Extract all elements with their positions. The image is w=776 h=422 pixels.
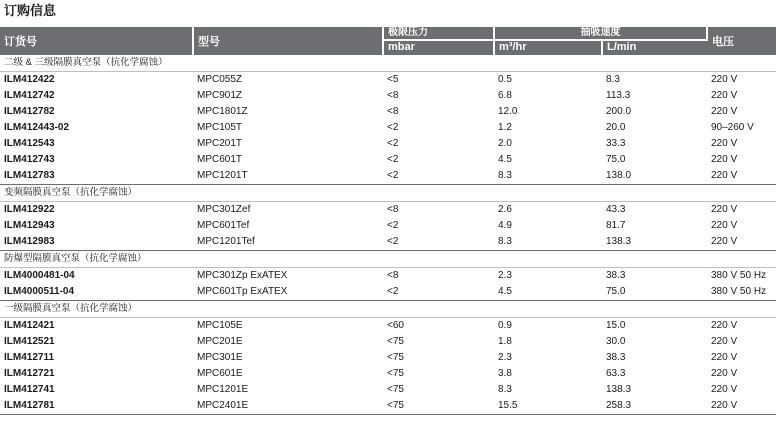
cell-model: MPC601T xyxy=(197,154,243,165)
table-row xyxy=(0,318,776,335)
cell-speed-m3hr: 2.3 xyxy=(498,352,512,363)
cell-speed-lmin: 63.3 xyxy=(606,368,626,379)
cell-pressure: <8 xyxy=(383,268,494,285)
cell-model: MPC601Tp ExATEX xyxy=(197,286,288,297)
cell-order-no: ILM412741 xyxy=(4,384,55,395)
cell-voltage: 220 V xyxy=(707,72,776,89)
cell-model: MPC901Z xyxy=(197,90,243,101)
cell-speed-lmin: 8.3 xyxy=(602,72,707,89)
cell-pressure: <75 xyxy=(387,336,404,347)
cell-speed-m3hr: 1.8 xyxy=(498,336,512,347)
table-row xyxy=(0,104,776,120)
group-row xyxy=(0,251,776,268)
cell-order-no: ILM412721 xyxy=(4,368,55,379)
cell-speed-lmin: 113.3 xyxy=(606,90,631,101)
table-row xyxy=(0,120,776,136)
cell-voltage: 220 V xyxy=(711,90,738,101)
cell-model: MPC105T xyxy=(197,122,243,133)
table-row xyxy=(0,284,776,301)
header-pumping-speed: 抽吸速度 xyxy=(494,27,707,40)
header-speed-unit-m3: m³/hr xyxy=(494,40,602,55)
cell-pressure: <75 xyxy=(387,368,404,379)
cell-model: MPC1801Z xyxy=(197,106,248,117)
cell-speed-m3hr: 4.9 xyxy=(498,220,512,231)
header-ultimate-pressure: 极限压力 xyxy=(383,27,494,40)
cell-order-no: ILM412943 xyxy=(4,220,55,231)
cell-voltage: 220 V xyxy=(707,202,776,219)
cell-model: MPC301Zef xyxy=(193,202,383,219)
table-row xyxy=(0,168,776,185)
group-title: 变频隔膜真空泵（抗化学腐蚀） xyxy=(0,185,776,202)
cell-speed-m3hr: 1.2 xyxy=(498,122,512,133)
cell-voltage: 380 V 50 Hz xyxy=(711,286,767,297)
cell-pressure: <2 xyxy=(387,154,399,165)
table-row xyxy=(0,268,776,285)
cell-order-no: ILM412781 xyxy=(0,398,193,415)
table-row xyxy=(0,136,776,152)
group-row xyxy=(0,301,776,318)
cell-voltage: 90–260 V xyxy=(711,122,754,133)
cell-speed-m3hr: 6.8 xyxy=(498,90,512,101)
cell-voltage: 220 V xyxy=(711,106,738,117)
cell-model: MPC1201E xyxy=(197,384,249,395)
cell-voltage: 220 V xyxy=(711,138,738,149)
cell-pressure: <8 xyxy=(383,202,494,219)
cell-model: MPC201E xyxy=(197,336,243,347)
table-row xyxy=(0,350,776,366)
cell-pressure: <75 xyxy=(387,384,404,395)
cell-voltage: 220 V xyxy=(707,398,776,415)
cell-speed-lmin: 75.0 xyxy=(606,154,626,165)
cell-pressure: <8 xyxy=(387,106,399,117)
cell-model: MPC201T xyxy=(197,138,243,149)
cell-speed-lmin: 38.3 xyxy=(602,268,707,285)
cell-voltage: 220 V xyxy=(707,318,776,335)
cell-pressure: <2 xyxy=(387,122,399,133)
cell-model: MPC1201Tef xyxy=(197,236,255,247)
table-header xyxy=(0,27,776,55)
cell-speed-lmin: 38.3 xyxy=(606,352,626,363)
table-row xyxy=(0,88,776,104)
cell-pressure: <75 xyxy=(387,352,404,363)
cell-order-no: ILM412922 xyxy=(0,202,193,219)
cell-speed-m3hr: 4.5 xyxy=(498,286,512,297)
cell-speed-lmin: 138.3 xyxy=(606,384,632,395)
table-row xyxy=(0,72,776,89)
cell-model: MPC055Z xyxy=(193,72,383,89)
table-row xyxy=(0,334,776,350)
cell-pressure: <2 xyxy=(387,220,399,231)
cell-pressure: <2 xyxy=(387,138,399,149)
table-row xyxy=(0,218,776,234)
cell-speed-lmin: 15.0 xyxy=(602,318,707,335)
cell-voltage: 380 V 50 Hz xyxy=(707,268,776,285)
cell-voltage: 220 V xyxy=(711,384,738,395)
cell-pressure: <8 xyxy=(387,90,399,101)
cell-speed-m3hr: 4.5 xyxy=(498,154,512,165)
cell-model: MPC601E xyxy=(197,368,243,379)
cell-model: MPC1201T xyxy=(197,170,248,181)
table-row xyxy=(0,398,776,415)
cell-speed-lmin: 75.0 xyxy=(606,286,626,297)
cell-order-no: ILM412443-02 xyxy=(4,122,70,133)
table-row xyxy=(0,366,776,382)
cell-pressure: <75 xyxy=(383,398,494,415)
group-row xyxy=(0,55,776,72)
header-speed-unit-l: L/min xyxy=(602,40,707,55)
group-title: 一级隔膜真空泵（抗化学腐蚀） xyxy=(0,301,776,318)
cell-speed-m3hr: 2.3 xyxy=(494,268,602,285)
table-row xyxy=(0,382,776,398)
cell-speed-m3hr: 0.5 xyxy=(494,72,602,89)
header-model: 型号 xyxy=(193,27,383,55)
group-title: 二级 & 三级隔膜真空泵（抗化学腐蚀） xyxy=(0,55,776,72)
cell-order-no: ILM4000481-04 xyxy=(0,268,193,285)
cell-model: MPC601Tef xyxy=(197,220,250,231)
cell-pressure: <60 xyxy=(383,318,494,335)
cell-speed-m3hr: 15.5 xyxy=(494,398,602,415)
cell-voltage: 220 V xyxy=(711,154,738,165)
cell-speed-lmin: 200.0 xyxy=(606,106,632,117)
cell-model: MPC105E xyxy=(193,318,383,335)
cell-voltage: 220 V xyxy=(711,220,738,231)
cell-order-no: ILM412983 xyxy=(4,236,55,247)
group-row xyxy=(0,185,776,202)
cell-model: MPC301Zp ExATEX xyxy=(193,268,383,285)
cell-speed-lmin: 258.3 xyxy=(602,398,707,415)
cell-speed-m3hr: 2.6 xyxy=(494,202,602,219)
header-pressure-unit: mbar xyxy=(383,40,494,55)
cell-voltage: 220 V xyxy=(711,170,738,181)
cell-pressure: <5 xyxy=(383,72,494,89)
table-body xyxy=(0,55,776,415)
cell-model: MPC2401E xyxy=(193,398,383,415)
group-title: 防爆型隔膜真空泵（抗化学腐蚀） xyxy=(0,251,776,268)
cell-speed-lmin: 43.3 xyxy=(602,202,707,219)
cell-speed-lmin: 30.0 xyxy=(606,336,626,347)
cell-speed-m3hr: 8.3 xyxy=(498,384,512,395)
cell-speed-lmin: 20.0 xyxy=(606,122,626,133)
cell-model: MPC301E xyxy=(197,352,243,363)
cell-speed-lmin: 33.3 xyxy=(606,138,626,149)
cell-order-no: ILM412543 xyxy=(4,138,55,149)
cell-order-no: ILM4000511-04 xyxy=(4,286,75,297)
cell-voltage: 220 V xyxy=(711,352,738,363)
cell-speed-m3hr: 8.3 xyxy=(498,170,512,181)
cell-order-no: ILM412711 xyxy=(4,352,55,363)
cell-order-no: ILM412422 xyxy=(0,72,193,89)
cell-pressure: <2 xyxy=(387,236,399,247)
cell-speed-lmin: 138.3 xyxy=(606,236,632,247)
cell-speed-m3hr: 8.3 xyxy=(498,236,512,247)
cell-speed-m3hr: 3.8 xyxy=(498,368,512,379)
cell-speed-lmin: 81.7 xyxy=(606,220,626,231)
cell-voltage: 220 V xyxy=(711,236,738,247)
table-row xyxy=(0,202,776,219)
table-row xyxy=(0,234,776,251)
cell-speed-lmin: 138.0 xyxy=(606,170,632,181)
cell-order-no: ILM412783 xyxy=(4,170,55,181)
cell-speed-m3hr: 0.9 xyxy=(494,318,602,335)
cell-voltage: 220 V xyxy=(711,336,738,347)
cell-speed-m3hr: 12.0 xyxy=(498,106,518,117)
header-voltage: 电压 xyxy=(707,27,776,55)
cell-pressure: <2 xyxy=(387,286,399,297)
cell-order-no: ILM412742 xyxy=(4,90,55,101)
cell-speed-m3hr: 2.0 xyxy=(498,138,512,149)
cell-order-no: ILM412521 xyxy=(4,336,55,347)
cell-order-no: ILM412421 xyxy=(0,318,193,335)
table-row xyxy=(0,152,776,168)
cell-order-no: ILM412743 xyxy=(4,154,55,165)
header-order-no: 订货号 xyxy=(0,27,193,55)
ordering-table xyxy=(0,27,776,415)
page-title: 订购信息 xyxy=(4,3,57,18)
cell-order-no: ILM412782 xyxy=(4,106,55,117)
cell-voltage: 220 V xyxy=(711,368,738,379)
cell-pressure: <2 xyxy=(387,170,399,181)
